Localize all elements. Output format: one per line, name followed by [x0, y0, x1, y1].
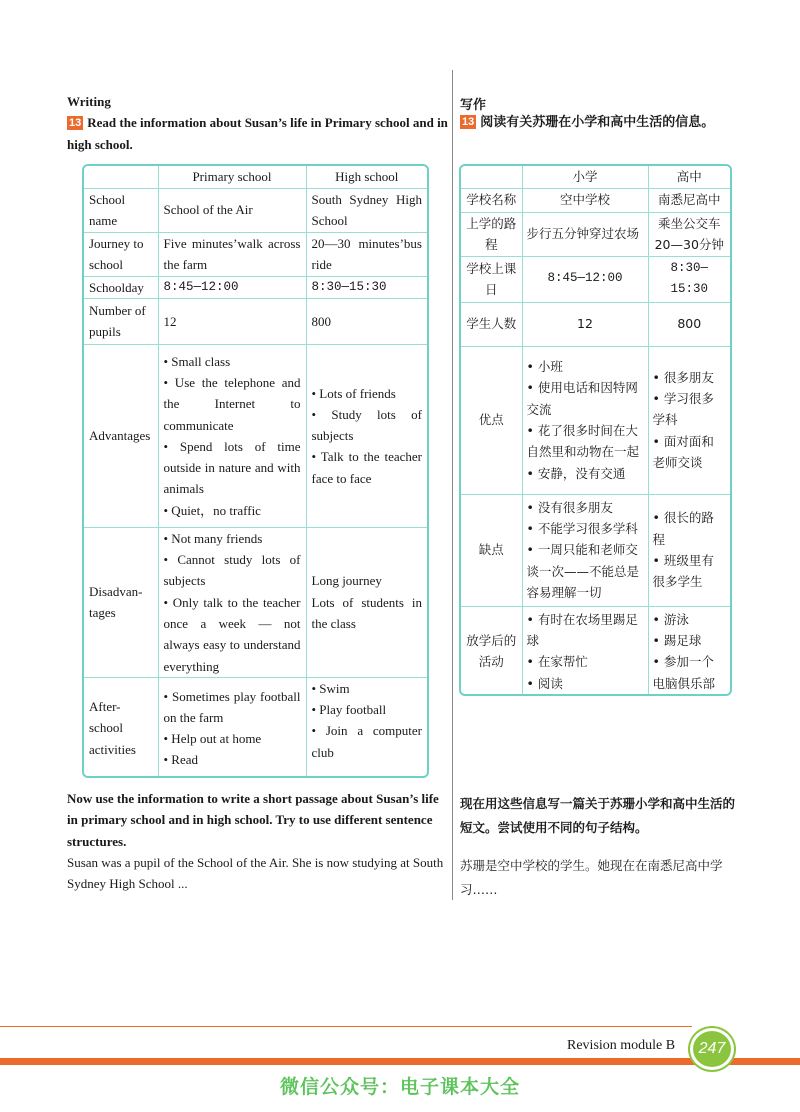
list-item: • 一周只能和老师交谈一次——不能总是容易理解一切: [526, 542, 640, 600]
list-item: • 踢足球: [652, 632, 702, 648]
column-divider: [452, 70, 453, 900]
list-item: • 有时在农场里踢足球: [526, 611, 638, 648]
module-label: Revision module B: [567, 1038, 676, 1053]
row-label: Advantages: [84, 344, 158, 527]
row-label: Disadvan-tages: [84, 527, 158, 677]
cell-primary: Five minutes’walk across the farm: [158, 232, 306, 276]
list-item: • Join a computer club: [311, 723, 422, 760]
cell-primary: 12: [522, 302, 648, 346]
list-item: • Cannot study lots of subjects: [163, 552, 301, 589]
list-item: • 不能学习很多学科: [526, 521, 638, 537]
table-header-blank: [84, 166, 158, 188]
list-item: • 安静，没有交通: [526, 465, 626, 481]
writing-instruction-cn: 现在用这些信息写一篇关于苏珊小学和高中生活的短文。尝试使用不同的句子结构。: [460, 796, 736, 835]
list-item: • Lots of friends: [311, 385, 396, 401]
list-item: Lots of students in the class: [311, 594, 422, 631]
list-item: • Small class: [163, 353, 231, 369]
table-header-high: 高中: [648, 166, 730, 188]
cell-high-list: [648, 606, 730, 696]
cell-primary: 12: [158, 298, 306, 344]
cell-high: 20—30 minutes’bus ride: [306, 232, 427, 276]
row-label: 优点: [461, 346, 522, 494]
table-header-blank: [461, 166, 522, 188]
list-item: • Quiet，no traffic: [163, 502, 261, 518]
list-item: • 阅读: [526, 675, 563, 691]
row-label: 缺点: [461, 494, 522, 606]
cell-primary: 步行五分钟穿过农场: [522, 212, 648, 256]
comparison-table-en: [82, 164, 429, 778]
cell-high: South Sydney High School: [306, 188, 427, 232]
writing-heading-cn: 写作: [460, 98, 487, 113]
writing-instruction: [67, 788, 449, 894]
cell-primary-list: [158, 677, 306, 778]
row-label: 上学的路程: [461, 212, 522, 256]
sample-opening: Susan was a pupil of the School of the Air. She is now studying at South Sydney High School ...: [67, 854, 444, 892]
list-item: • Not many friends: [163, 530, 263, 546]
row-label: Schoolday: [84, 276, 158, 298]
task-number-badge: 13: [462, 116, 475, 128]
list-item: • Help out at home: [163, 731, 262, 747]
cell-primary: School of the Air: [158, 188, 306, 232]
cell-high-list: [648, 346, 730, 494]
writing-heading: Writing: [67, 94, 111, 109]
list-item: Long journey: [311, 573, 382, 589]
cell-high: 南悉尼高中: [648, 188, 730, 212]
list-item: • Play football: [311, 702, 387, 718]
list-item: • Swim: [311, 680, 350, 696]
list-item: • Study lots of subjects: [311, 406, 422, 444]
list-item: • 很多朋友: [652, 369, 714, 385]
row-label: School name: [84, 188, 158, 232]
row-label: 学校上课日: [461, 256, 522, 302]
cell-high-list: [306, 344, 427, 527]
row-label: 放学后的活动: [461, 606, 522, 696]
task-text-cn: 阅读有关苏珊在小学和高中生活的信息。: [480, 115, 715, 130]
cell-primary-list: [522, 346, 648, 494]
row-label: Journey to school: [84, 232, 158, 276]
list-item: • 面对面和老师交谈: [652, 433, 714, 470]
cell-primary: 8:45—12:00: [158, 276, 306, 298]
cell-primary-list: [158, 527, 306, 677]
list-item: • Read: [163, 752, 199, 768]
table-header-primary: 小学: [522, 166, 648, 188]
page-number-badge: 247: [690, 1028, 734, 1070]
list-item: • 很长的路程: [652, 510, 714, 547]
list-item: • 在家帮忙: [526, 654, 588, 670]
list-item: • 花了很多时间在大自然里和动物在一起: [526, 423, 640, 460]
list-item: • 学习很多学科: [652, 391, 714, 428]
footer-rule: [0, 1026, 692, 1027]
list-item: • 小班: [526, 359, 563, 375]
table-header-primary: Primary school: [158, 166, 306, 188]
watermark-text: 微信公众号：电子课本大全: [279, 1076, 520, 1098]
cell-high-list: [306, 527, 427, 677]
cell-primary: 空中学校: [522, 188, 648, 212]
list-item: • 参加一个电脑俱乐部: [652, 654, 716, 691]
row-label: 学校名称: [461, 188, 522, 212]
footer-band: [0, 1058, 800, 1065]
cell-high: 800: [648, 302, 730, 346]
cell-high-list: [648, 494, 730, 606]
list-item: • Only talk to the teacher once a week — not always easy to understand everything: [163, 594, 301, 674]
list-item: • 游泳: [652, 611, 689, 627]
list-item: • 使用电话和因特网交流: [526, 380, 638, 417]
row-label: 学生人数: [461, 302, 522, 346]
task-text: Read the information about Susan’s life in Primary school and in high school.: [67, 115, 448, 152]
task-instruction: [67, 112, 449, 156]
cell-high-list: [306, 677, 427, 778]
cell-high: 8:30—15:30: [306, 276, 427, 298]
comparison-table-cn: [459, 164, 732, 696]
table-header-high: High school: [306, 166, 427, 188]
list-item: • Sometimes play football on the farm: [163, 688, 301, 725]
list-item: • 班级里有很多学生: [652, 553, 714, 590]
cell-primary-list: [522, 494, 648, 606]
list-item: • 没有很多朋友: [526, 499, 613, 515]
cell-high: 8:30—15:30: [648, 256, 730, 302]
cell-primary: 8:45—12:00: [522, 256, 648, 302]
list-item: • Use the telephone and the Internet to communicate: [163, 374, 301, 433]
cell-high: 800: [306, 298, 427, 344]
cell-high: 乘坐公交车20—30分钟: [648, 212, 730, 256]
task-instruction-cn: [460, 112, 750, 134]
instruction-text: Now use the information to write a short passage about Susan’s life in primary school and in high school. Try to use different sentence structures.: [67, 791, 439, 849]
row-label: After-school activities: [84, 677, 158, 778]
sample-opening-cn: 苏珊是空中学校的学生。她现在在南悉尼高中学习……: [460, 858, 723, 897]
list-item: • Spend lots of time outside in nature and with animals: [163, 438, 301, 497]
list-item: • Talk to the teacher face to face: [311, 449, 422, 486]
cell-primary-list: [158, 344, 306, 527]
cell-primary-list: [522, 606, 648, 696]
task-number-badge: 13: [69, 117, 82, 129]
row-label: Number of pupils: [84, 298, 158, 344]
